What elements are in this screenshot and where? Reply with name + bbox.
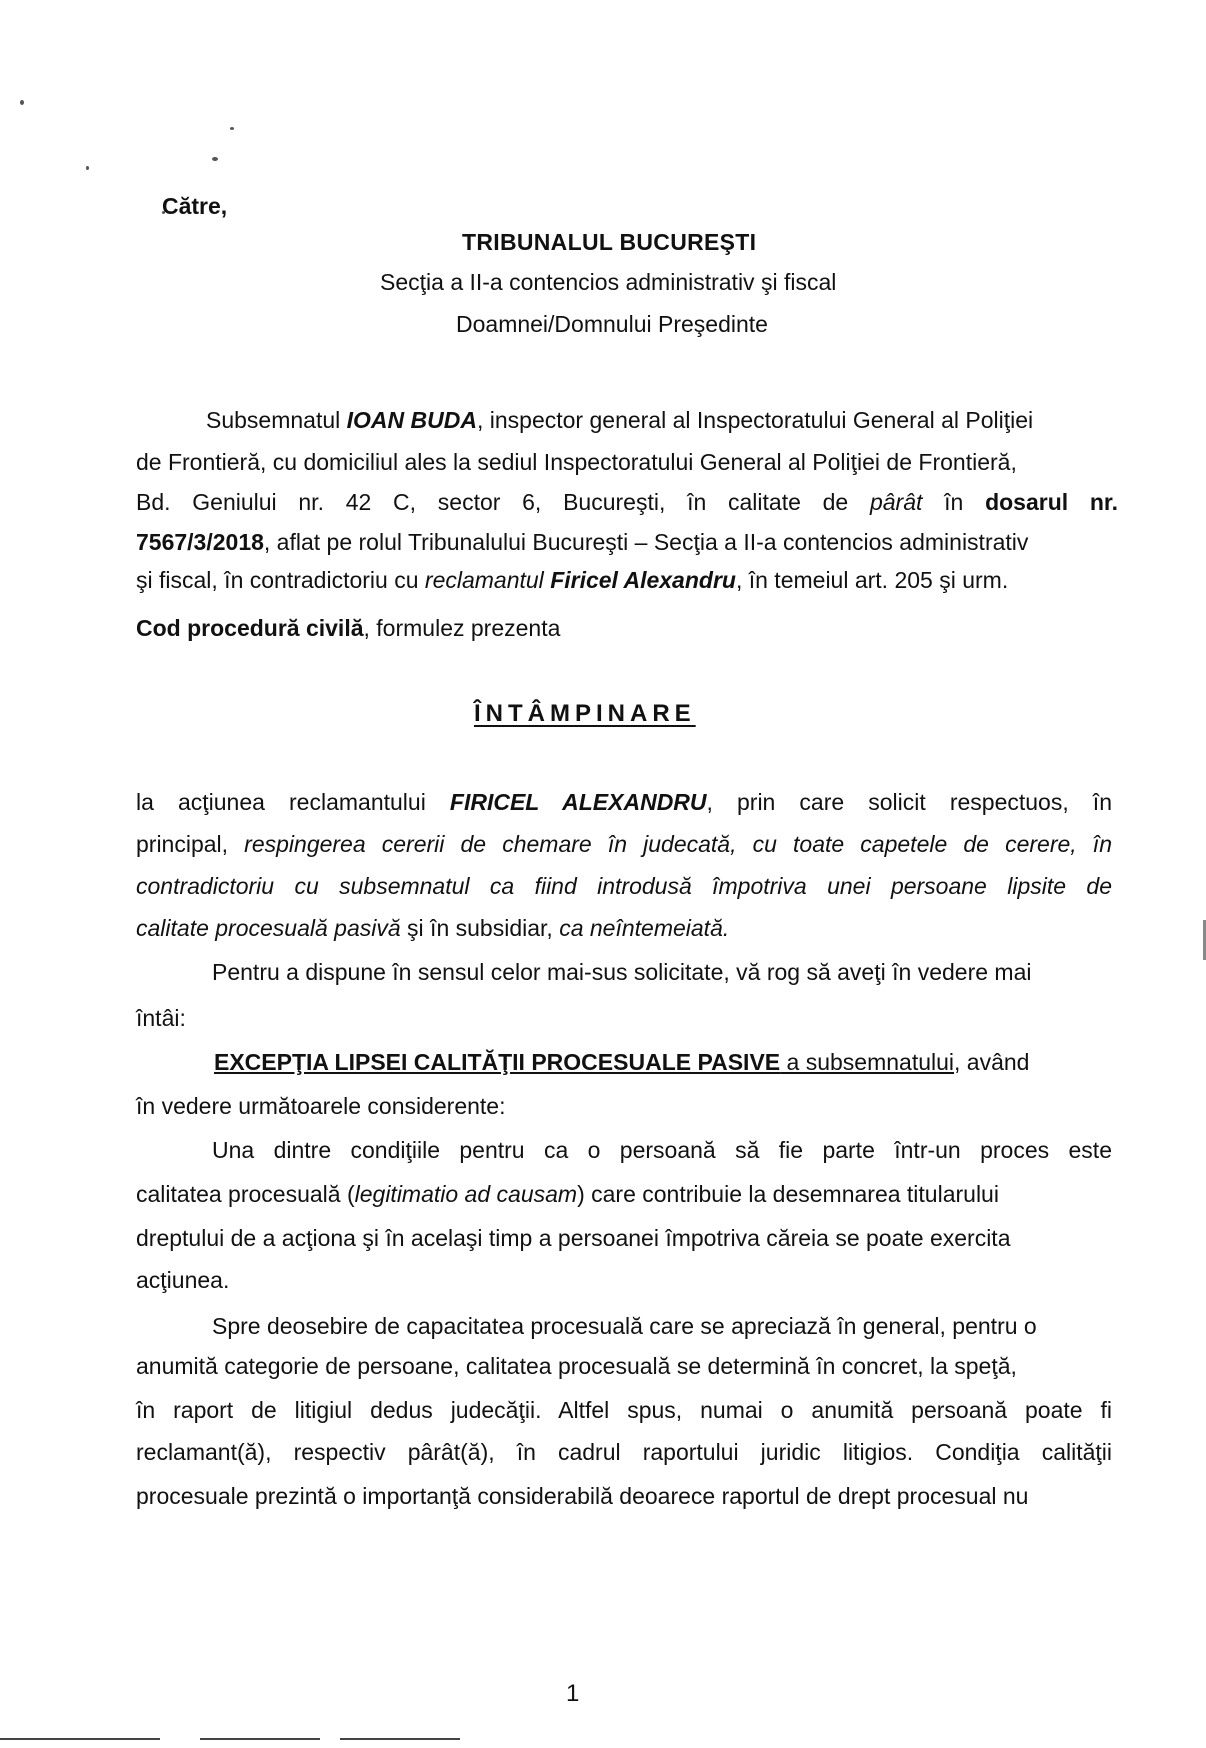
spre-line-3: în raport de litigiul dedus judecăţii. Altfel spus, numai o anumită persoană poate fi [136, 1397, 1112, 1423]
spre-line-1: Spre deosebire de capacitatea procesuală care se apreciază în general, pentru o [212, 1313, 1037, 1339]
claimant-name: Firicel Alexandru [550, 567, 736, 593]
court-president: Doamnei/Domnului Preşedinte [456, 311, 768, 337]
salutation: Către, [162, 193, 228, 219]
respondent-name: IOAN BUDA [346, 407, 477, 433]
intro-line-3: Bd. Geniului nr. 42 C, sector 6, Bucureşti, în calitate de pârât în dosarul nr. [136, 489, 1118, 515]
spre-line-2: anumită categorie de persoane, calitatea procesuală se determină în concret, la speţă, [136, 1353, 1017, 1379]
scan-bottom-edge [0, 1738, 160, 1740]
spre-line-4: reclamant(ă), respectiv pârât(ă), în cadrul raportului juridic litigios. Condiţia calităţii [136, 1439, 1112, 1465]
court-name: TRIBUNALUL BUCUREŞTI [462, 229, 757, 255]
intro-line-1: Subsemnatul IOAN BUDA, inspector general al Inspectoratului General al Poliţiei [206, 407, 1034, 433]
exception-heading: EXCEPŢIA LIPSEI CALITĂŢII PROCESUALE PASIVE [214, 1049, 781, 1075]
scan-bottom-edge [340, 1738, 460, 1740]
request-line-3: contradictoriu cu subsemnatul ca fiind introdusă împotriva unei persoane lipsite de [136, 873, 1112, 899]
intro-line-2: de Frontieră, cu domiciliul ales la sediul Inspectoratului General al Poliţiei de Frontieră, [136, 449, 1017, 475]
exception-line-1: EXCEPŢIA LIPSEI CALITĂŢII PROCESUALE PASIVE a subsemnatului, având [214, 1049, 1030, 1075]
scan-speck [86, 166, 89, 170]
scan-speck [230, 127, 234, 130]
una-line-4: acţiunea. [136, 1267, 230, 1293]
request-line-4: calitate procesuală pasivă şi în subsidiar, ca neîntemeiată. [136, 915, 730, 941]
document-title: ÎNTÂMPINARE [474, 700, 696, 727]
una-line-2: calitatea procesuală (legitimatio ad causam) care contribuie la desemnarea titularului [136, 1181, 999, 1207]
pentru-line-1: Pentru a dispune în sensul celor mai-sus solicitate, vă rog să aveţi în vedere mai [212, 959, 1032, 985]
intro-line-6: Cod procedură civilă, formulez prezenta [136, 615, 561, 641]
case-number: 7567/3/2018 [136, 529, 264, 555]
intro-line-4: 7567/3/2018, aflat pe rolul Tribunalului Bucureşti – Secţia a II-a contencios administrativ [136, 529, 1029, 555]
una-line-1: Una dintre condiţiile pentru ca o persoană să fie parte într-un proces este [212, 1137, 1112, 1163]
court-section: Secţia a II-a contencios administrativ şi fiscal [380, 269, 837, 295]
spre-line-5: procesuale prezintă o importanţă considerabilă deoarece raportul de drept procesual nu [136, 1483, 1029, 1509]
exception-line-2: în vedere următoarele considerente: [136, 1093, 506, 1119]
page-number: 1 [566, 1680, 580, 1707]
request-line-1: la acţiunea reclamantului FIRICEL ALEXANDRU, prin care solicit respectuos, în [136, 789, 1112, 815]
scan-speck [212, 157, 218, 161]
intro-line-5: şi fiscal, în contradictoriu cu reclamantul Firicel Alexandru, în temeiul art. 205 şi urm. [136, 567, 1009, 593]
request-line-2: principal, respingerea cererii de chemare în judecată, cu toate capetele de cerere, în [136, 831, 1112, 857]
una-line-3: dreptului de a acţiona şi în acelaşi timp a persoanei împotriva căreia se poate exercita [136, 1225, 1011, 1251]
scan-speck [20, 100, 24, 105]
pentru-line-2: întâi: [136, 1005, 186, 1031]
scan-bottom-edge [200, 1738, 320, 1740]
